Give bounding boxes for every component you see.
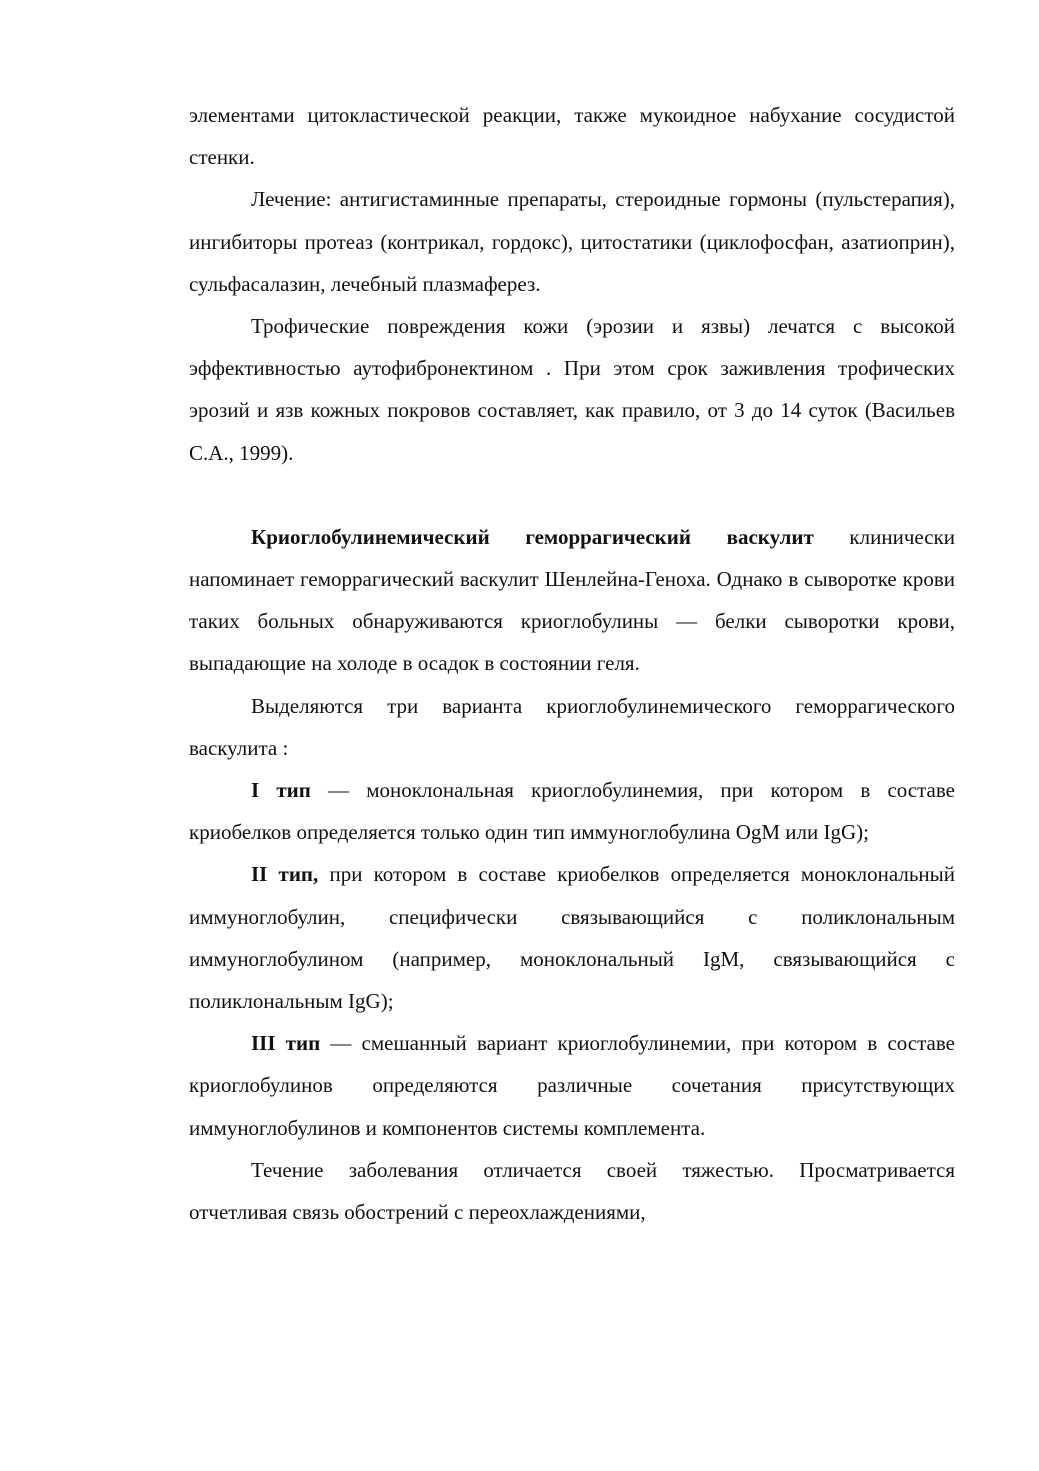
paragraph-trophic-damage: Трофические повреждения кожи (эрозии и язвы) лечатся с высокой эффективностью аутофибронектином . При этом срок заживления трофических эрозий и язв кожных покровов составляет, как правило, от 3 до 14 суток (Васильев С.А., 1999). [189,314,955,465]
paragraph-type-3 [189,1022,955,1149]
term-type-2: II тип, [251,862,319,887]
term-cryoglobulinemic-vasculitis: Криоглобулинемический геморрагический васкулит [251,524,814,549]
paragraph-continuation: элементами цитокластической реакции, также мукоидное набухание сосудистой стенки. [189,103,955,170]
paragraph-type-3-text: — смешанный вариант криоглобулинемии, при котором в составе криоглобулинов определяются различные сочетания присутствующих иммуноглобулинов и компонентов системы комплемента. [189,1031,955,1140]
term-type-1: I тип [251,778,311,803]
paragraph-type-1-text: — моноклональная криоглобулинемия, при котором в составе криобелков определяется только один тип иммуноглобулина OgM или IgG); [189,778,955,845]
paragraph-variants: Выделяются три варианта криоглобулинемического геморрагического васкулита : [189,693,955,760]
paragraph-type-1 [189,769,955,853]
paragraph-type-2 [189,853,955,1022]
term-type-3: III тип [251,1031,321,1056]
paragraph-cryoglobulinemic-vasculitis [189,516,955,685]
paragraph-course: Течение заболевания отличается своей тяжестью. Просматривается отчетливая связь обострений с переохлаждениями, [189,1157,955,1225]
paragraph-cryoglobulinemic-vasculitis-text: клинически напоминает геморрагический васкулит Шенлейна-Геноха. Однако в сыворотке крови таких больных обнаруживаются криоглобулины — белки сыворотки крови, выпадающие на холоде в осадок в состоянии геля. [189,524,955,676]
document-page [189,94,955,1233]
paragraph-type-2-text: при котором в составе криобелков определяется моноклональный иммуноглобулин, специфически связывающийся с поликлональным иммуноглобулином (например, моноклональный IgM, связывающийся с поликлональным IgG); [189,862,956,1014]
paragraph-treatment: Лечение: антигистаминные препараты, стероидные гормоны (пульстерапия), ингибиторы протеаз (контрикал, гордокс), цитостатики (циклофосфан, азатиоприн), сульфасалазин, лечебный плазмаферез. [189,187,955,296]
